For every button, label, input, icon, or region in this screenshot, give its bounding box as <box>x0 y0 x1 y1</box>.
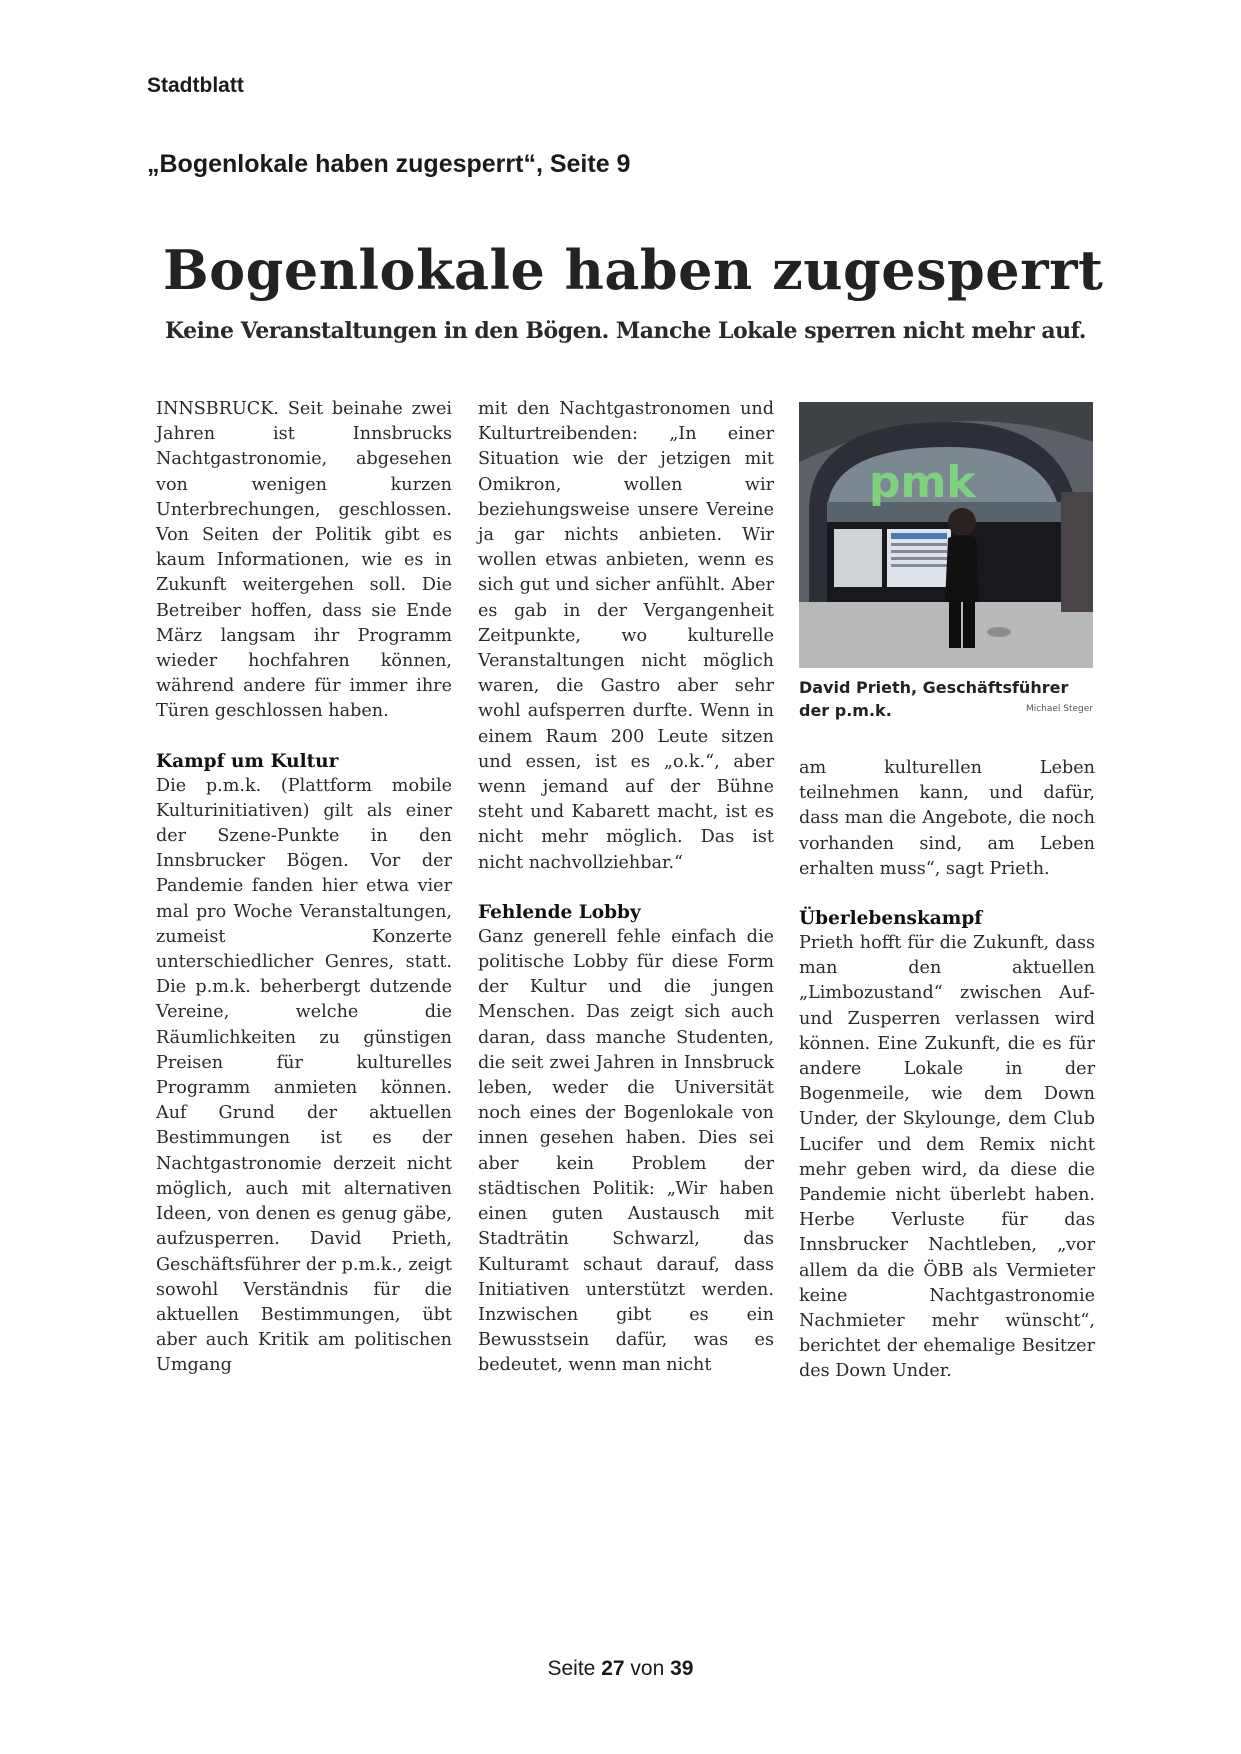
page-label: Seite <box>547 1657 596 1680</box>
article-paragraph: am kulturellen Leben teilnehmen kann, und dafür, dass man die Angebote, die noch vorhanden sind, am Leben erhalten muss“, sagt Prieth. <box>799 758 1095 879</box>
article-column-1 <box>156 397 452 1379</box>
document-source: Stadtblatt <box>147 74 244 97</box>
article-paragraph: Die p.m.k. (Plattform mobile Kulturinitiativen) gilt als einer der Szene-Punkte in den Innsbrucker Bögen. Vor der Pandemie fanden hier etwa vier mal pro Woche Veranstaltungen, zumeist Konzerte unterschiedlicher Genres, statt. Die p.m.k. beherbergt dutzende Vereine, welche die Räumlichkeiten zu günstigen Preisen für kulturelles Programm anmieten können. Auf Grund der aktuellen Bestimmungen ist es der Nachtgastronomie derzeit nicht möglich, auch mit alternativen Ideen, von denen es genug gäbe, aufzusperren. David Prieth, Geschäftsführer der p.m.k., zeigt sowohl Verständnis für die aktuellen Bestimmungen, übt aber auch Kritik am politischen Umgang <box>156 775 452 1376</box>
total-page-count: 39 <box>670 1657 694 1680</box>
photo-credit: Michael Steger <box>1025 704 1093 714</box>
section-heading: Fehlende Lobby <box>478 901 641 923</box>
article-column-2 <box>478 397 774 1379</box>
article-paragraph: Ganz generell fehle einfach die politische Lobby für diese Form der Kultur und die jungen Menschen. Das zeigt sich auch daran, dass manche Studenten, die seit zwei Jahren in Innsbruck leben, weder die Universität noch eines der Bogenlokale von innen gesehen haben. Dies sei aber kein Problem der städtischen Politik: „Wir haben einen guten Austausch mit Stadträtin Schwarzl, das Kulturamt schaut darauf, dass Initiativen unterstützt werden. Inzwischen gibt es ein Bewusstsein dafür, was es bedeutet, wenn man nicht <box>478 926 774 1376</box>
photo-illustration <box>799 402 1093 668</box>
article-headline: Bogenlokale haben zugesperrt <box>163 238 1104 302</box>
article-reference: „Bogenlokale haben zugesperrt“, Seite 9 <box>147 150 631 178</box>
section-heading: Überlebenskampf <box>799 908 983 930</box>
article-paragraph: mit den Nachtgastronomen und Kulturtreibenden: „In einer Situation wie der jetzigen mit Omikron, wollen wir beziehungsweise unsere Vereine ja gar nichts anbieten. Wir wollen etwas anbieten, wenn es sich gut und sicher anfühlt. Aber es gab in der Vergangenheit Zeitpunkte, wo kulturelle Veranstaltungen nicht möglich waren, die Gastro aber sehr wohl aufsperren durfte. Wenn in einem Raum 200 Leute sitzen und essen, ist es „o.k.“, aber wenn jemand auf der Bühne steht und Kabarett macht, ist es nicht mehr möglich. Das ist nicht nachvollziehbar.“ <box>478 399 774 873</box>
section-heading: Kampf um Kultur <box>156 750 339 772</box>
article-paragraph: Prieth hofft für die Zukunft, dass man den aktuellen „Limbozustand“ zwischen Auf- und Zusperren verlassen wird können. Eine Zukunft, die es für andere Lokale in der Bogenmeile, wie dem Down Under, der Skylounge, dem Club Lucifer und dem Remix nicht mehr geben wird, da diese die Pandemie nicht überlebt haben. Herbe Verluste für das Innsbrucker Nachtleben, „vor allem da die ÖBB als Vermieter keine Nachtgastronomie Nachmieter mehr wünscht“, berichtet der ehemalige Besitzer des Down Under. <box>799 933 1095 1382</box>
page-footer <box>0 1657 1241 1681</box>
article-photo <box>799 402 1093 668</box>
article-paragraph: INNSBRUCK. Seit beinahe zwei Jahren ist Innsbrucks Nachtgastronomie, abgesehen von wenigen kurzen Unterbrechungen, geschlossen. Von Seiten der Politik gibt es kaum Informationen, wie es in Zukunft weitergehen soll. Die Betreiber hoffen, dass sie Ende März langsam ihr Programm wieder hochfahren können, während andere für immer ihre Türen geschlossen haben. <box>156 399 452 722</box>
current-page-number: 27 <box>601 1657 625 1680</box>
article-column-3 <box>799 756 1095 1385</box>
article-subheadline: Keine Veranstaltungen in den Bögen. Manche Lokale sperren nicht mehr auf. <box>165 318 1086 344</box>
page-of-label: von <box>630 1657 665 1680</box>
photo-caption: David Prieth, Geschäftsführer der p.m.k. <box>799 678 1069 720</box>
photo-caption-block <box>799 676 1093 722</box>
pmk-neon-sign: pmk <box>869 457 976 508</box>
